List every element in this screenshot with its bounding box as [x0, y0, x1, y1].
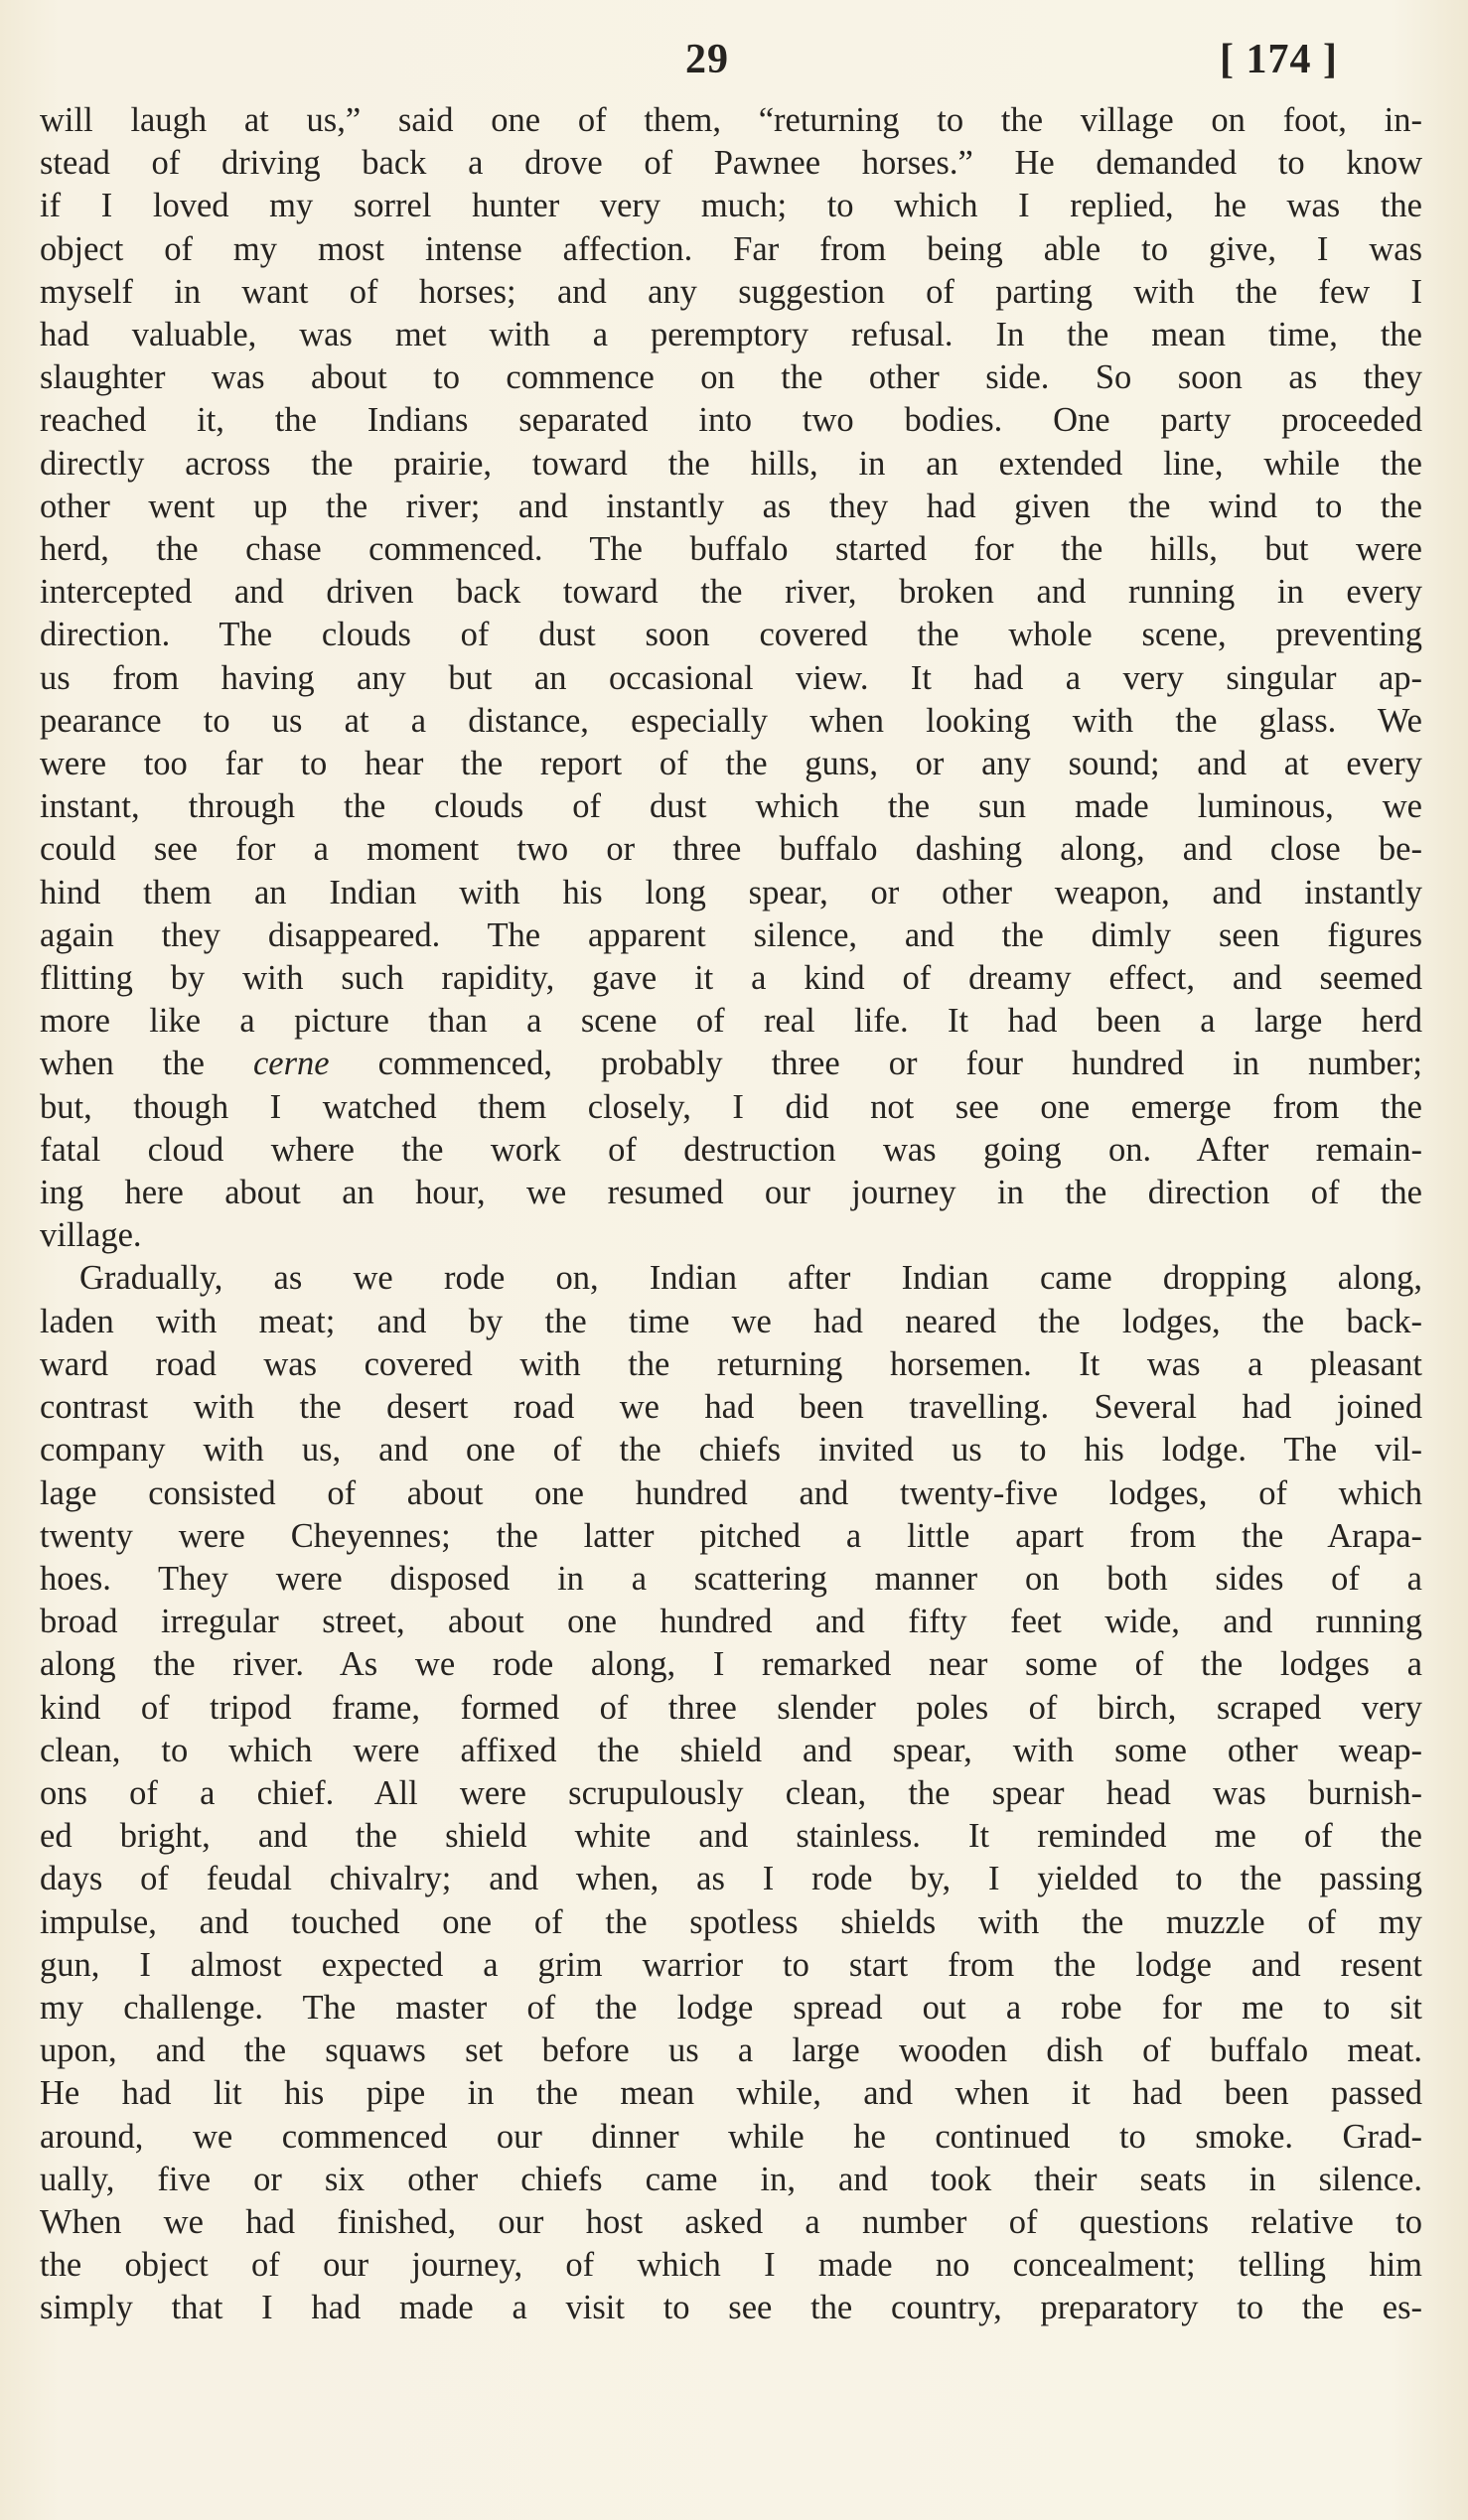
text-line: but, though I watched them closely, I did not see one emerge from the — [40, 1087, 1422, 1126]
text-line: ward road was covered with the returning horsemen. It was a pleasant — [40, 1344, 1422, 1383]
text-line: gun, I almost expected a grim warrior to start from the lodge and resent — [40, 1945, 1422, 1984]
text-line: had valuable, was met with a peremptory refusal. In the mean time, the — [40, 316, 1422, 354]
text-line: fatal cloud where the work of destruction was going on. After remain- — [40, 1130, 1422, 1169]
text-line: slaughter was about to commence on the other side. So soon as they — [40, 358, 1422, 397]
text-line: if I loved my sorrel hunter very much; to which I replied, he was the — [40, 187, 1422, 225]
text-line: Gradually, as we rode on, Indian after Indian came dropping along, — [79, 1259, 1422, 1298]
text-line: twenty were Cheyennes; the latter pitched a little apart from the Arapa- — [40, 1516, 1422, 1555]
text-line: flitting by with such rapidity, gave it a kind of dreamy effect, and seemed — [40, 959, 1422, 998]
text-line: could see for a moment two or three buffalo dashing along, and close be- — [40, 830, 1422, 869]
text-line: impulse, and touched one of the spotless shields with the muzzle of my — [40, 1902, 1422, 1941]
text-line-cerne — [40, 1043, 1422, 1085]
text-line: instant, through the clouds of dust which the sun made luminous, we — [40, 787, 1422, 826]
text-line: upon, and the squaws set before us a large wooden dish of buffalo meat. — [40, 2031, 1422, 2070]
page-number: 29 — [685, 37, 729, 82]
text-line: ed bright, and the shield white and stainless. It reminded me of the — [40, 1817, 1422, 1856]
text-line: lage consisted of about one hundred and twenty-five lodges, of which — [40, 1473, 1422, 1512]
cerne-before: when the — [40, 1045, 253, 1083]
document-number: [ 174 ] — [1220, 37, 1338, 82]
text-line: around, we commenced our dinner while he continued to smoke. Grad- — [40, 2117, 1422, 2156]
text-line: stead of driving back a drove of Pawnee horses.” He demanded to know — [40, 144, 1422, 183]
cerne-italic: cerne — [252, 1045, 330, 1083]
text-line: direction. The clouds of dust soon covered the whole scene, preventing — [40, 616, 1422, 654]
text-line: more like a picture than a scene of real life. It had been a large herd — [40, 1002, 1422, 1041]
paragraph-2 — [40, 1257, 1422, 2329]
text-line: broad irregular street, about one hundred and fifty feet wide, and running — [40, 1603, 1422, 1641]
text-line: When we had finished, our host asked a number of questions relative to — [40, 2202, 1422, 2241]
text-line: reached it, the Indians separated into two bodies. One party proceeded — [40, 401, 1422, 440]
text-line: company with us, and one of the chiefs invited us to his lodge. The vil- — [40, 1431, 1422, 1470]
text-line: He had lit his pipe in the mean while, and when it had been passed — [40, 2074, 1422, 2113]
text-line: my challenge. The master of the lodge spread out a robe for me to sit — [40, 1988, 1422, 2027]
text-line: kind of tripod frame, formed of three slender poles of birch, scraped very — [40, 1688, 1422, 1727]
text-line: directly across the prairie, toward the hills, in an extended line, while the — [40, 444, 1422, 483]
text-line: object of my most intense affection. Far from being able to give, I was — [40, 229, 1422, 268]
text-line: myself in want of horses; and any suggestion of parting with the few I — [40, 272, 1422, 311]
text-line: ons of a chief. All were scrupulously clean, the spear head was burnish- — [40, 1773, 1422, 1812]
text-line: will laugh at us,” said one of them, “returning to the village on foot, in- — [40, 101, 1422, 139]
text-line: days of feudal chivalry; and when, as I rode by, I yielded to the passing — [40, 1860, 1422, 1898]
text-line: ing here about an hour, we resumed our journey in the direction of the — [40, 1174, 1422, 1212]
text-line: the object of our journey, of which I made no concealment; telling him — [40, 2246, 1422, 2285]
body-text — [40, 99, 1422, 2330]
paragraph-1 — [40, 99, 1422, 1043]
text-line: herd, the chase commenced. The buffalo started for the hills, but were — [40, 530, 1422, 569]
text-line: us from having any but an occasional view. It had a very singular ap- — [40, 658, 1422, 697]
text-line: other went up the river; and instantly as they had given the wind to the — [40, 487, 1422, 525]
text-line: again they disappeared. The apparent silence, and the dimly seen figures — [40, 915, 1422, 954]
paragraph-1-end — [40, 1086, 1422, 1258]
text-line: simply that I had made a visit to see the country, preparatory to the es- — [40, 2289, 1422, 2327]
text-line: hoes. They were disposed in a scattering manner on both sides of a — [40, 1559, 1422, 1598]
text-line: village. — [40, 1216, 142, 1255]
page-header — [0, 36, 1468, 95]
text-line: contrast with the desert road we had been travelling. Several had joined — [40, 1388, 1422, 1427]
text-line: hind them an Indian with his long spear, or other weapon, and instantly — [40, 873, 1422, 911]
text-line: ually, five or six other chiefs came in, and took their seats in silence. — [40, 2160, 1422, 2198]
text-line: along the river. As we rode along, I remarked near some of the lodges a — [40, 1645, 1422, 1684]
cerne-after: commenced, probably three or four hundred in number; — [329, 1045, 1422, 1083]
text-line: were too far to hear the report of the guns, or any sound; and at every — [40, 745, 1422, 783]
text-line: intercepted and driven back toward the river, broken and running in every — [40, 573, 1422, 612]
text-line: clean, to which were affixed the shield and spear, with some other weap- — [40, 1731, 1422, 1769]
text-line: laden with meat; and by the time we had neared the lodges, the back- — [40, 1302, 1422, 1340]
text-line: pearance to us at a distance, especially when looking with the glass. We — [40, 701, 1422, 740]
